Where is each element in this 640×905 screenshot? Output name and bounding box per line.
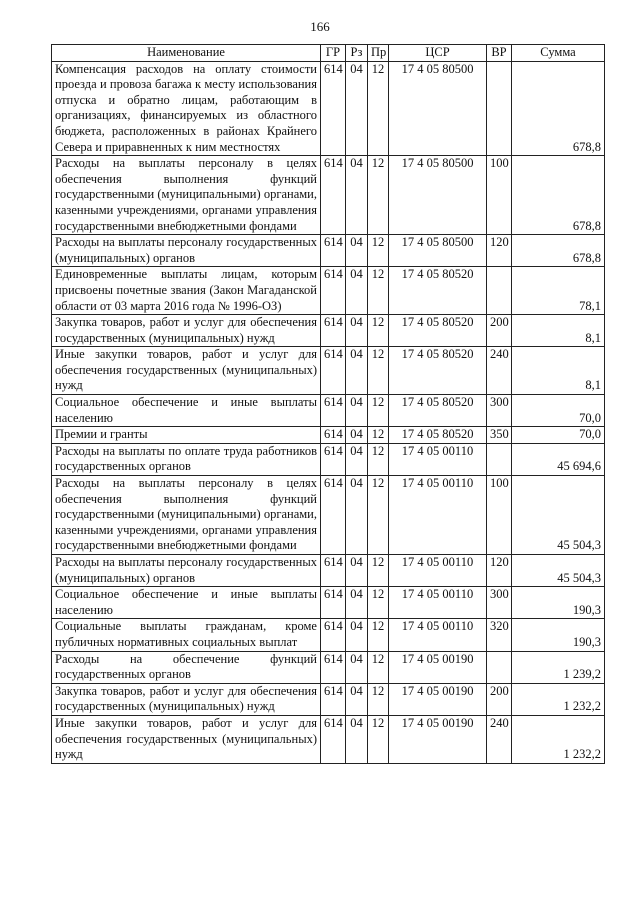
table-header-row: [52, 45, 605, 62]
row-sum: 678,8: [512, 156, 605, 235]
row-name: Расходы на выплаты персоналу государственных (муниципальных) органов: [52, 235, 321, 267]
row-csr: 17 4 05 00110: [389, 555, 487, 587]
row-sum: 190,3: [512, 619, 605, 651]
row-sum: 678,8: [512, 61, 605, 156]
row-rz: 04: [346, 61, 368, 156]
row-sum: 70,0: [512, 427, 605, 444]
row-pr: 12: [368, 715, 389, 763]
header-vr: ВР: [487, 45, 512, 62]
table-body: [52, 61, 605, 763]
row-csr: 17 4 05 00190: [389, 683, 487, 715]
row-gr: 614: [321, 587, 346, 619]
row-vr: [487, 651, 512, 683]
row-pr: 12: [368, 315, 389, 347]
row-csr: 17 4 05 80520: [389, 315, 487, 347]
table-row: [52, 715, 605, 763]
row-gr: 614: [321, 443, 346, 475]
row-csr: 17 4 05 80520: [389, 267, 487, 315]
row-pr: 12: [368, 476, 389, 555]
header-rz: Рз: [346, 45, 368, 62]
row-sum: 70,0: [512, 395, 605, 427]
row-pr: 12: [368, 651, 389, 683]
row-pr: 12: [368, 235, 389, 267]
row-name: Расходы на выплаты персоналу в целях обеспечения выполнения функций государственными (муниципальными) органами, казенными учреждениями, органами управления государственными внебюджетными фондами: [52, 156, 321, 235]
table-row: [52, 651, 605, 683]
table-row: [52, 443, 605, 475]
row-pr: 12: [368, 267, 389, 315]
page-number: 166: [310, 19, 330, 34]
row-vr: 120: [487, 555, 512, 587]
row-pr: 12: [368, 683, 389, 715]
row-csr: 17 4 05 00110: [389, 476, 487, 555]
row-name: Единовременные выплаты лицам, которым присвоены почетные звания (Закон Магаданской области от 03 марта 2016 года № 1996-ОЗ): [52, 267, 321, 315]
row-csr: 17 4 05 80500: [389, 235, 487, 267]
row-gr: 614: [321, 555, 346, 587]
header-csr: ЦСР: [389, 45, 487, 62]
row-sum: 45 694,6: [512, 443, 605, 475]
row-rz: 04: [346, 395, 368, 427]
row-gr: 614: [321, 427, 346, 444]
table-row: [52, 395, 605, 427]
row-name: Социальные выплаты гражданам, кроме публичных нормативных социальных выплат: [52, 619, 321, 651]
row-csr: 17 4 05 00110: [389, 587, 487, 619]
header-gr: ГР: [321, 45, 346, 62]
row-gr: 614: [321, 476, 346, 555]
table-row: [52, 587, 605, 619]
row-vr: 300: [487, 395, 512, 427]
row-rz: 04: [346, 587, 368, 619]
row-rz: 04: [346, 267, 368, 315]
row-sum: 190,3: [512, 587, 605, 619]
row-sum: 78,1: [512, 267, 605, 315]
row-rz: 04: [346, 156, 368, 235]
row-vr: [487, 267, 512, 315]
row-gr: 614: [321, 315, 346, 347]
row-rz: 04: [346, 683, 368, 715]
row-pr: 12: [368, 555, 389, 587]
table-row: [52, 347, 605, 395]
row-pr: 12: [368, 61, 389, 156]
row-rz: 04: [346, 476, 368, 555]
row-csr: 17 4 05 00190: [389, 651, 487, 683]
row-name: Расходы на выплаты персоналу в целях обеспечения выполнения функций государственными (муниципальными) органами, казенными учреждениями, органами управления государственными внебюджетными фондами: [52, 476, 321, 555]
row-sum: 678,8: [512, 235, 605, 267]
row-sum: 45 504,3: [512, 476, 605, 555]
row-vr: 240: [487, 715, 512, 763]
row-rz: 04: [346, 715, 368, 763]
table-row: [52, 235, 605, 267]
row-vr: 100: [487, 476, 512, 555]
row-pr: 12: [368, 156, 389, 235]
row-csr: 17 4 05 80500: [389, 156, 487, 235]
table-row: [52, 427, 605, 444]
row-sum: 1 232,2: [512, 715, 605, 763]
header-sum: Сумма: [512, 45, 605, 62]
row-name: Социальное обеспечение и иные выплаты населению: [52, 395, 321, 427]
row-vr: 300: [487, 587, 512, 619]
row-gr: 614: [321, 395, 346, 427]
row-sum: 8,1: [512, 347, 605, 395]
row-rz: 04: [346, 651, 368, 683]
row-vr: 120: [487, 235, 512, 267]
row-vr: 320: [487, 619, 512, 651]
budget-table: [51, 44, 605, 764]
row-pr: 12: [368, 619, 389, 651]
row-sum: 1 239,2: [512, 651, 605, 683]
row-csr: 17 4 05 00190: [389, 715, 487, 763]
row-rz: 04: [346, 427, 368, 444]
row-name: Закупка товаров, работ и услуг для обеспечения государственных (муниципальных) нужд: [52, 683, 321, 715]
row-name: Закупка товаров, работ и услуг для обеспечения государственных (муниципальных) нужд: [52, 315, 321, 347]
row-name: Премии и гранты: [52, 427, 321, 444]
row-vr: 100: [487, 156, 512, 235]
table-row: [52, 315, 605, 347]
row-rz: 04: [346, 443, 368, 475]
row-pr: 12: [368, 443, 389, 475]
row-rz: 04: [346, 555, 368, 587]
table-row: [52, 683, 605, 715]
row-name: Социальное обеспечение и иные выплаты населению: [52, 587, 321, 619]
row-csr: 17 4 05 80500: [389, 61, 487, 156]
table-row: [52, 619, 605, 651]
row-sum: 1 232,2: [512, 683, 605, 715]
row-vr: 350: [487, 427, 512, 444]
row-csr: 17 4 05 00110: [389, 619, 487, 651]
row-csr: 17 4 05 80520: [389, 347, 487, 395]
table-row: [52, 156, 605, 235]
row-gr: 614: [321, 61, 346, 156]
row-pr: 12: [368, 347, 389, 395]
row-vr: [487, 61, 512, 156]
row-rz: 04: [346, 619, 368, 651]
row-name: Расходы на выплаты по оплате труда работников государственных органов: [52, 443, 321, 475]
table-row: [52, 267, 605, 315]
row-gr: 614: [321, 347, 346, 395]
header-name: Наименование: [52, 45, 321, 62]
row-sum: 8,1: [512, 315, 605, 347]
row-name: Компенсация расходов на оплату стоимости проезда и провоза багажа к месту использования отпуска и обратно лицам, работающим в организациях, финансируемых из областного бюджета, расположенных в районах Крайнего Севера и приравненных к ним местностях: [52, 61, 321, 156]
table-row: [52, 61, 605, 156]
row-vr: 240: [487, 347, 512, 395]
row-gr: 614: [321, 715, 346, 763]
row-gr: 614: [321, 619, 346, 651]
row-pr: 12: [368, 587, 389, 619]
row-name: Расходы на обеспечение функций государственных органов: [52, 651, 321, 683]
row-sum: 45 504,3: [512, 555, 605, 587]
row-vr: 200: [487, 683, 512, 715]
row-pr: 12: [368, 395, 389, 427]
row-gr: 614: [321, 683, 346, 715]
table-row: [52, 555, 605, 587]
row-csr: 17 4 05 80520: [389, 427, 487, 444]
row-csr: 17 4 05 80520: [389, 395, 487, 427]
header-pr: Пр: [368, 45, 389, 62]
row-gr: 614: [321, 156, 346, 235]
row-name: Иные закупки товаров, работ и услуг для обеспечения государственных (муниципальных) нужд: [52, 715, 321, 763]
row-name: Иные закупки товаров, работ и услуг для обеспечения государственных (муниципальных) нужд: [52, 347, 321, 395]
table-row: [52, 476, 605, 555]
row-name: Расходы на выплаты персоналу государственных (муниципальных) органов: [52, 555, 321, 587]
row-vr: 200: [487, 315, 512, 347]
row-pr: 12: [368, 427, 389, 444]
row-rz: 04: [346, 315, 368, 347]
row-rz: 04: [346, 235, 368, 267]
row-gr: 614: [321, 651, 346, 683]
row-gr: 614: [321, 267, 346, 315]
row-gr: 614: [321, 235, 346, 267]
row-rz: 04: [346, 347, 368, 395]
row-vr: [487, 443, 512, 475]
row-csr: 17 4 05 00110: [389, 443, 487, 475]
